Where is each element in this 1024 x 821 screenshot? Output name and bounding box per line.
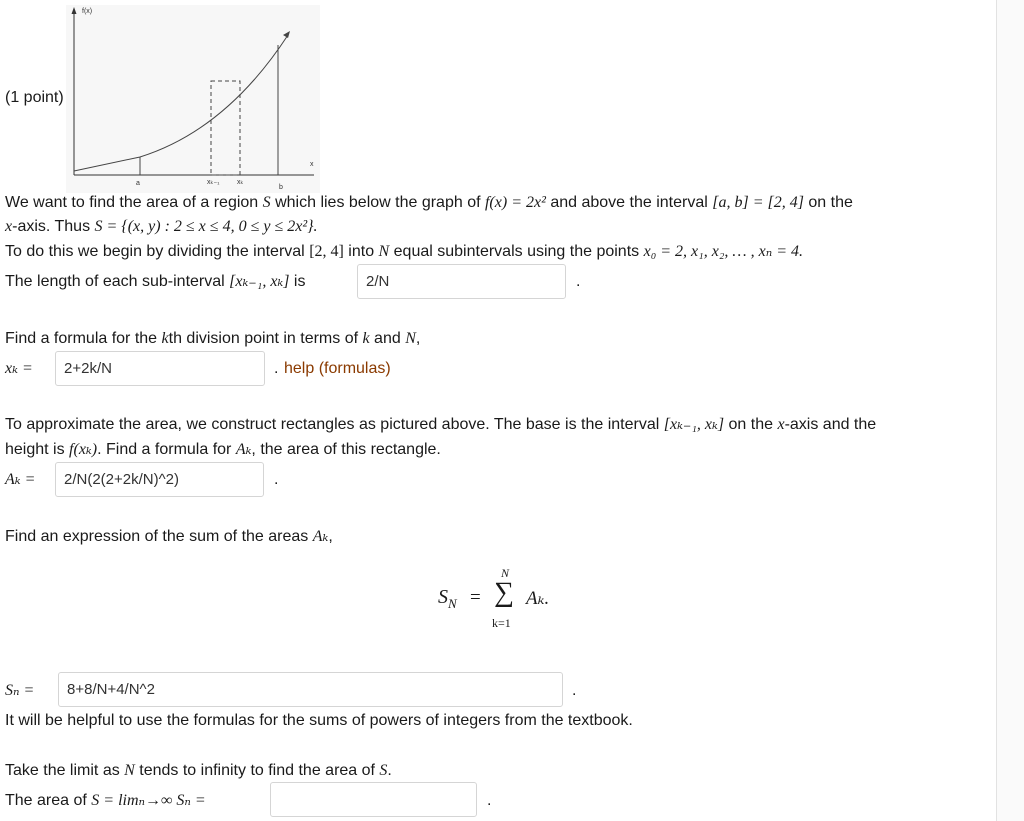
sum-lhs-sub: N <box>448 596 457 611</box>
right-scroll-gutter <box>996 0 1024 821</box>
ak-lhs: Aₖ = <box>5 471 36 488</box>
q3-line-1: To approximate the area, we construct rectangles as pictured above. The base is the interval [xₖ₋₁, xₖ] on the x-axis and the <box>5 416 877 433</box>
tick-xk1-label: xₖ₋₁ <box>207 179 220 186</box>
period-5: . <box>487 792 492 809</box>
division-point-input[interactable]: 2+2k/N <box>55 351 265 386</box>
sn-lhs: Sₙ = <box>5 682 35 699</box>
sum-formula <box>436 566 586 636</box>
intro-line-4: The length of each sub-interval [xₖ₋₁, xₖ] is <box>5 273 306 290</box>
period-3: . <box>274 471 279 488</box>
xk-lhs: xₖ = <box>5 360 33 377</box>
q2-prompt: Find a formula for the kth division point in terms of k and N, <box>5 330 421 347</box>
sum-rhs: Aₖ. <box>526 588 550 609</box>
tick-b-label: b <box>279 184 283 191</box>
area-limit-input[interactable] <box>270 782 477 817</box>
help-formulas-link[interactable]: help (formulas) <box>284 360 391 377</box>
points-label: (1 point) <box>5 89 64 106</box>
tick-xk-label: xₖ <box>237 179 244 186</box>
period-1: . <box>576 273 581 290</box>
subinterval-length-input[interactable]: 2/N <box>357 264 566 299</box>
rectangle-area-input[interactable]: 2/N(2(2+2k/N)^2) <box>55 462 264 497</box>
sum-expression-input[interactable]: 8+8/N+4/N^2 <box>58 672 563 707</box>
hint-text: It will be helpful to use the formulas for the sums of powers of integers from the textbook. <box>5 712 633 729</box>
sum-upper: N <box>501 566 510 580</box>
x-axis-label: x <box>310 161 314 168</box>
period-2: . <box>274 360 279 377</box>
tick-a-label: a <box>136 180 140 187</box>
q5-prompt: Take the limit as N tends to infinity to find the area of S. <box>5 762 392 779</box>
y-axis-label: f(x) <box>82 8 93 15</box>
sum-lhs: S <box>438 586 448 608</box>
q4-prompt: Find an expression of the sum of the areas Aₖ, <box>5 528 333 545</box>
period-4: . <box>572 682 577 699</box>
intro-line-3: To do this we begin by dividing the interval [2, 4] into N equal subintervals using the points x₀ = 2, x₁, x₂, … , xₙ = 4. <box>5 243 803 260</box>
riemann-graph <box>66 5 320 193</box>
intro-line-2: x-axis. Thus S = {(x, y) : 2 ≤ x ≤ 4, 0 ≤ y ≤ 2x²}. <box>5 218 318 235</box>
q3-line-2: height is f(xₖ). Find a formula for Aₖ, the area of this rectangle. <box>5 441 441 458</box>
q5-area-line: The area of S = limₙ→∞ Sₙ = <box>5 792 206 809</box>
sum-equals: = <box>470 587 481 608</box>
sum-lower: k=1 <box>492 616 511 630</box>
intro-line-1: We want to find the area of a region S which lies below the graph of f(x) = 2x² and above the interval [a, b] = [2, 4] on the <box>5 194 853 211</box>
sigma-symbol: ∑ <box>494 577 514 608</box>
